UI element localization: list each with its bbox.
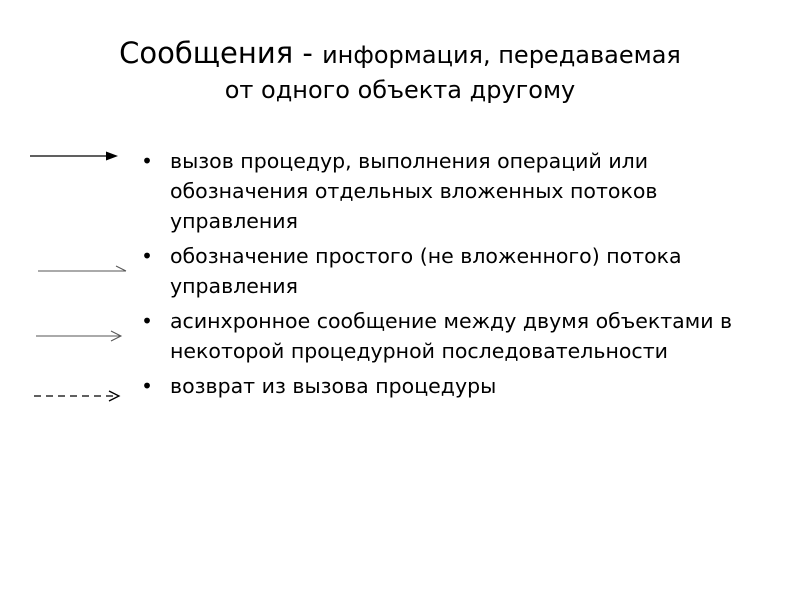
list-item-text: вызов процедур, выполнения операций или обозначения отдельных вложенных потоков управления (170, 149, 658, 233)
list-item-text: обозначение простого (не вложенного) потока управления (170, 244, 682, 298)
return-dashed-arrow-icon (34, 391, 119, 401)
asynchronous-arrow-icon (36, 331, 121, 341)
list-item-text: асинхронное сообщение между двумя объектами в некоторой процедурной последовательности (170, 309, 733, 363)
list-item (140, 146, 760, 236)
title-subtitle: информация, передаваемая (322, 41, 681, 69)
list-item-text: возврат из вызова процедуры (170, 374, 497, 398)
list-item (140, 371, 760, 401)
bullet-icon: • (141, 149, 153, 173)
bullet-icon: • (141, 244, 153, 268)
synchronous-call-arrow-icon (30, 152, 118, 161)
title-line-2: от одного объекта другому (224, 76, 576, 105)
bullet-icon: • (141, 374, 153, 398)
bullet-icon: • (141, 309, 153, 333)
title-main: Сообщения - (119, 36, 323, 70)
message-types-list (140, 146, 760, 406)
flat-flow-arrow-icon (38, 266, 126, 271)
list-item (140, 241, 760, 301)
list-item (140, 306, 760, 366)
